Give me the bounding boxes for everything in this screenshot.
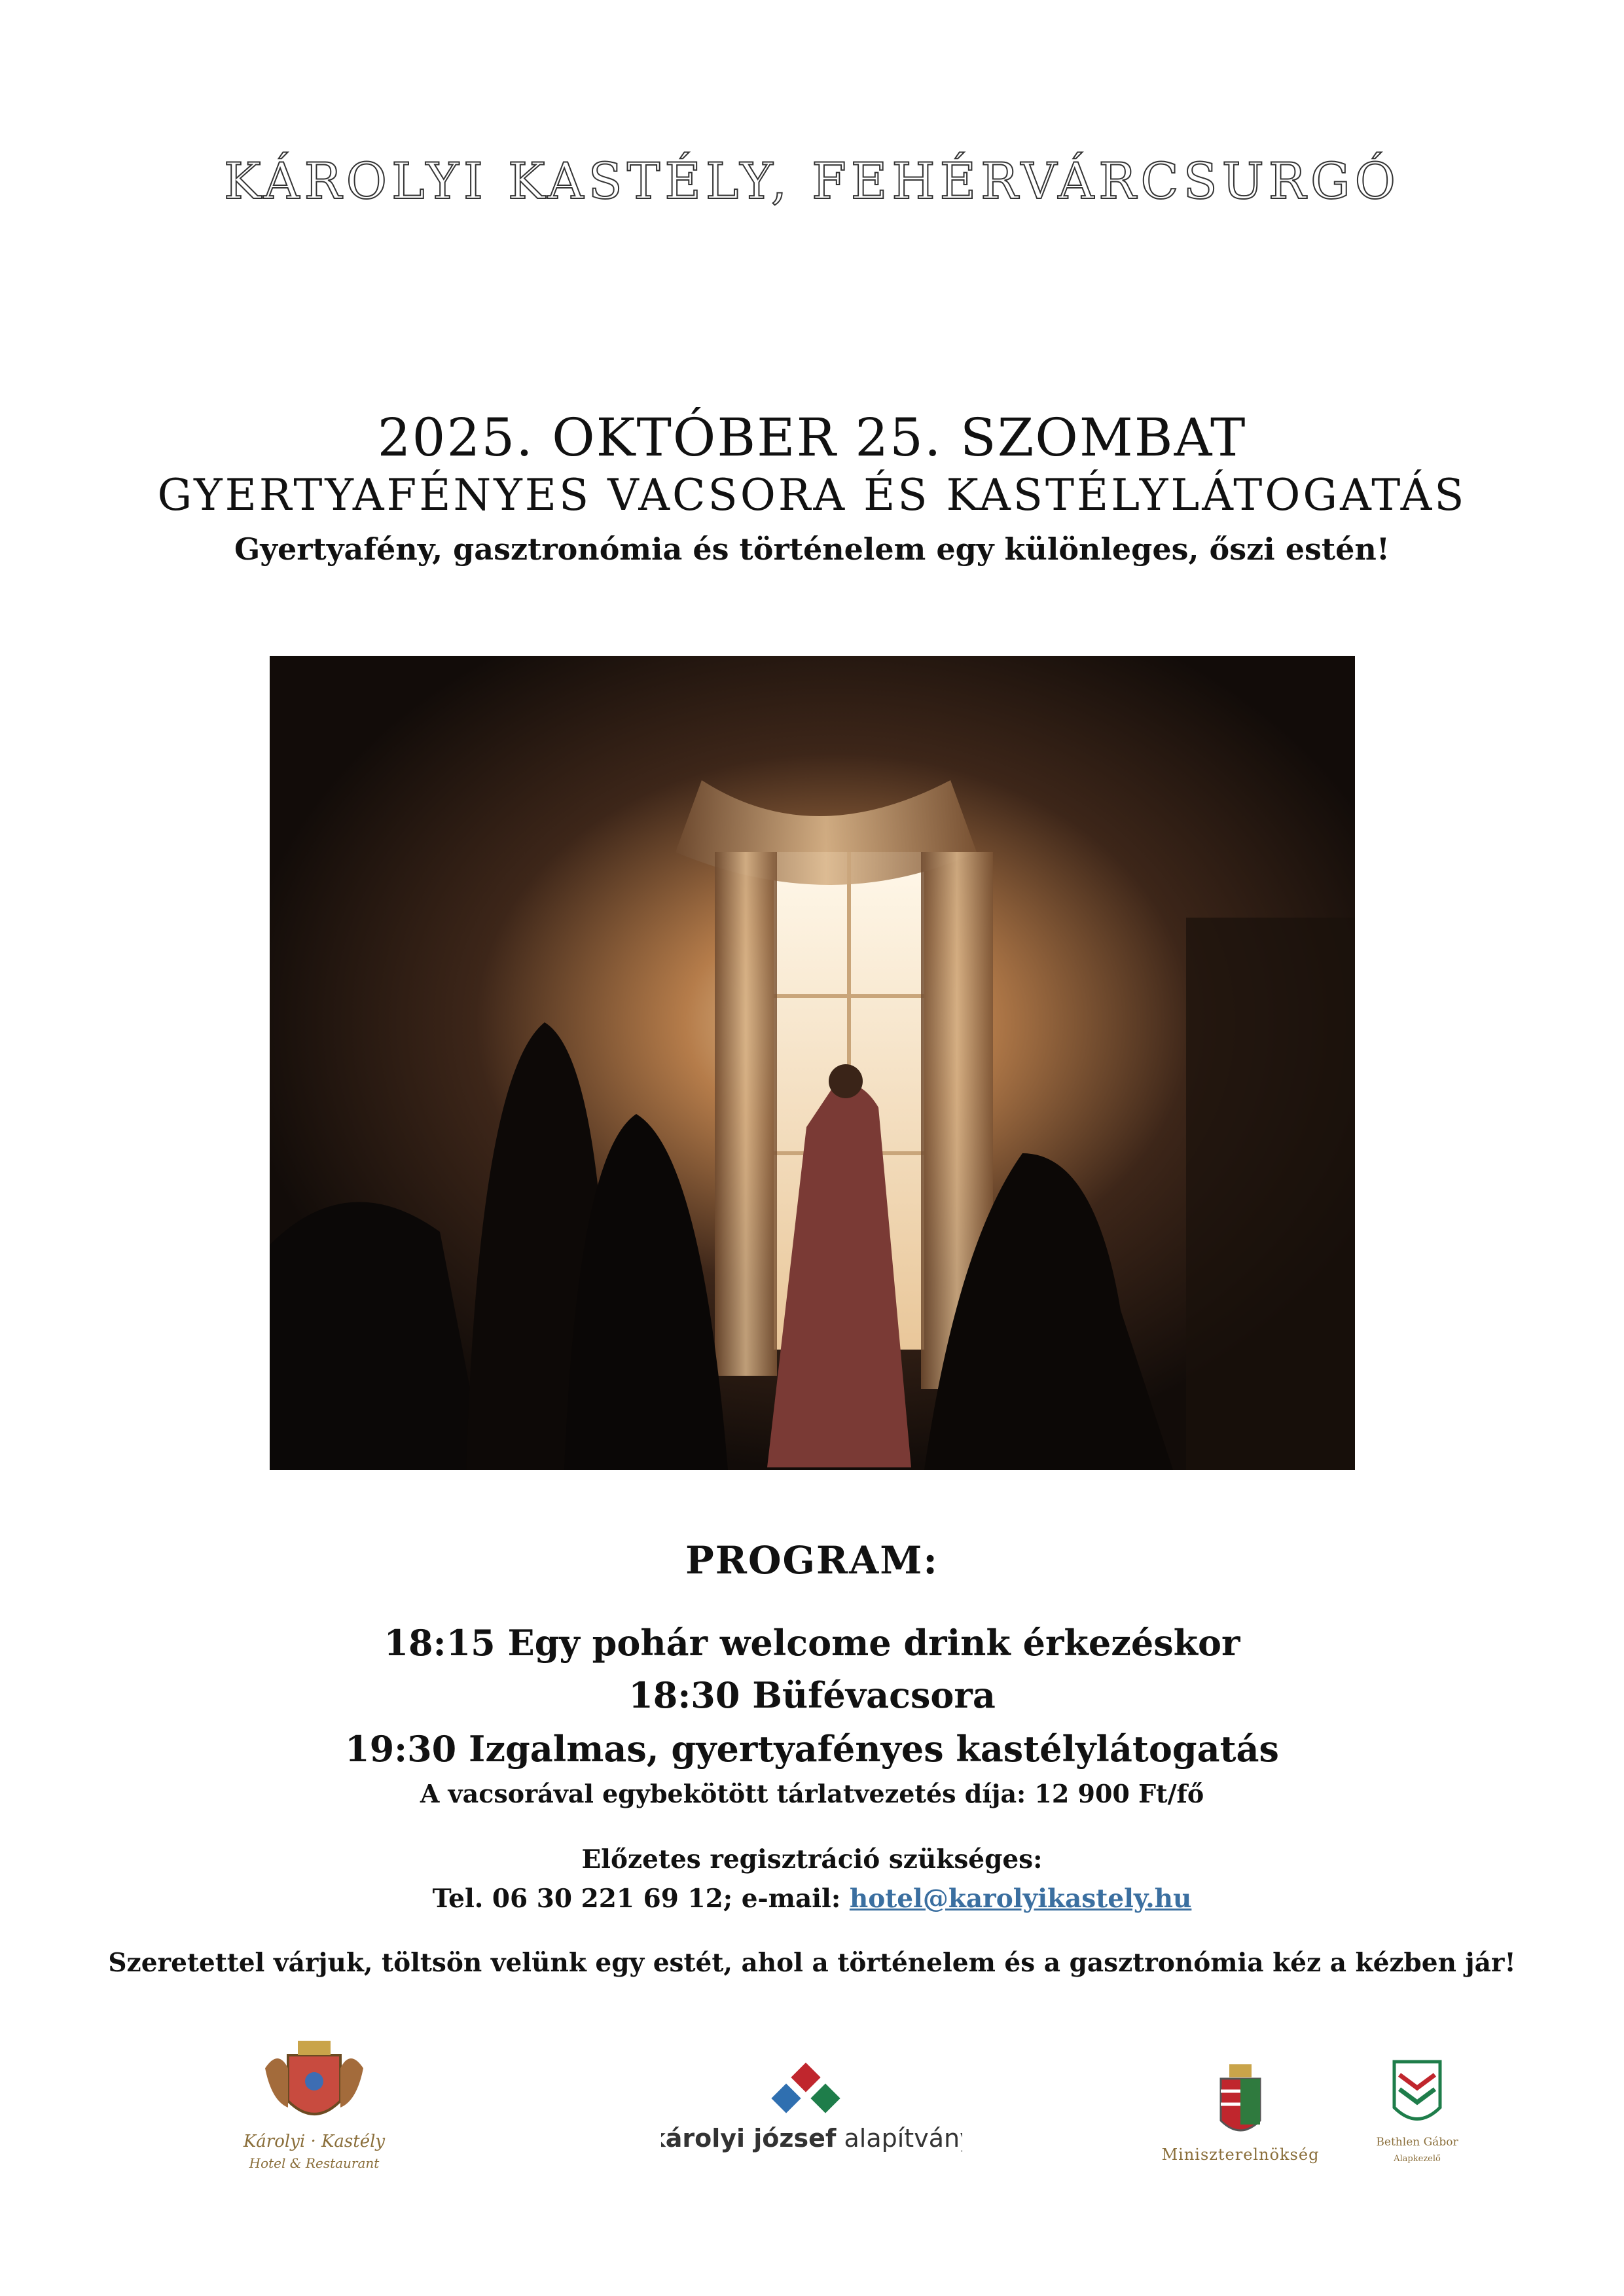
bethlen-gabor-logo — [1368, 2055, 1466, 2173]
program-item: 18:30 Büfévacsora — [628, 1674, 996, 1716]
email-link[interactable]: hotel@karolyikastely.hu — [849, 1884, 1192, 1914]
registration-label: Előzetes regisztráció szükséges: — [581, 1844, 1043, 1874]
svg-text:károlyi józsef alapítvány — [661, 2124, 962, 2153]
contact-phone: Tel. 06 30 221 69 12; e-mail: — [432, 1884, 850, 1914]
bethlen-line1: Bethlen Gábor — [1376, 2136, 1458, 2149]
foundation-name-bold: károlyi józsef — [661, 2124, 837, 2153]
program-heading: PROGRAM: — [685, 1538, 939, 1583]
event-date: 2025. OKTÓBER 25. SZOMBAT — [377, 407, 1247, 468]
bethlen-line2: Alapkezelő — [1394, 2154, 1441, 2164]
registration-contact — [0, 1884, 1624, 1914]
castle-logo-line2: Hotel & Restaurant — [249, 2155, 380, 2171]
event-title: GYERTYAFÉNYES VACSORA ÉS KASTÉLYLÁTOGATÁS — [157, 470, 1467, 520]
event-subtitle: Gyertyafény, gasztronómia és történelem egy különleges, őszi estén! — [234, 531, 1390, 567]
bethlen-shield-icon — [1394, 2062, 1440, 2119]
program-item: 19:30 Izgalmas, gyertyafényes kastélylátogatás — [345, 1728, 1279, 1770]
diamond-blue-icon — [771, 2083, 801, 2113]
program-item: 18:15 Egy pohár welcome drink érkezéskor — [384, 1622, 1240, 1664]
castle-logo-line1: Károlyi · Kastély — [243, 2132, 386, 2151]
event-photo — [270, 656, 1355, 1470]
venue-title: KÁROLYI KASTÉLY, FEHÉRVÁRCSURGÓ — [223, 152, 1400, 210]
ministry-logo — [1152, 2062, 1329, 2173]
closing-message: Szeretettel várjuk, töltsön velünk egy estét, ahol a történelem és a gasztronómia kéz a kézben jár! — [108, 1948, 1516, 1978]
castle-hotel-logo — [226, 2029, 403, 2179]
coat-of-arms-icon — [265, 2041, 363, 2114]
hungarian-coat-of-arms-icon — [1221, 2064, 1260, 2130]
price-info: A vacsorával egybekötött tárlatvezetés díja: 12 900 Ft/fő — [420, 1779, 1204, 1808]
diamond-red-icon — [791, 2062, 820, 2092]
karolyi-jozsef-foundation-logo — [661, 2062, 962, 2166]
diamond-green-icon — [810, 2083, 840, 2113]
foundation-name-rest: alapítvány — [836, 2124, 962, 2153]
ministry-name: Miniszterelnökség — [1161, 2145, 1320, 2164]
